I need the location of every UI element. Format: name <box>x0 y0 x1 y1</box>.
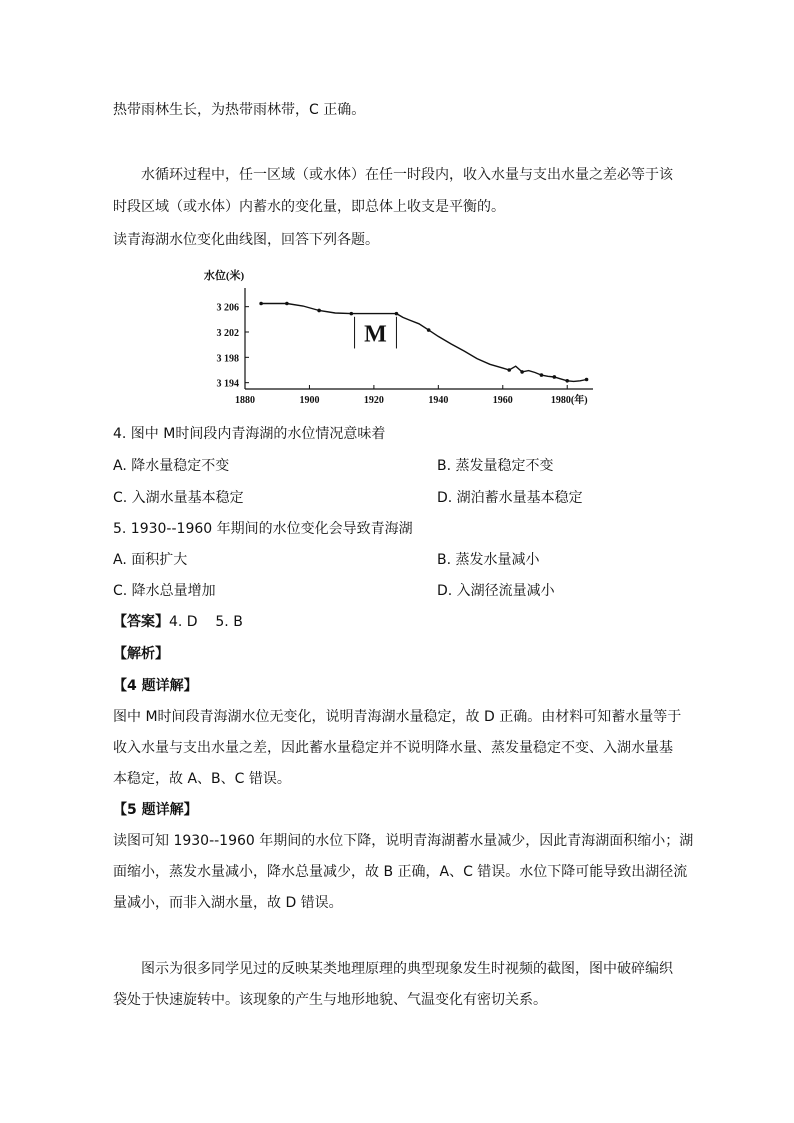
q5-option-d: D. 入湖径流量减小 <box>437 583 555 599</box>
y-tick-label: 3 194 <box>216 378 239 390</box>
q5-stem: 5. 1930--1960 年期间的水位变化会导致青海湖 <box>113 521 413 537</box>
q5-option-a: A. 面积扩大 <box>113 552 188 568</box>
q4-detail-tag: 【4 题详解】 <box>113 678 198 694</box>
y-tick-label: 3 206 <box>216 302 239 314</box>
q5-detail-2: 面缩小，蒸发水量减小，降水总量减少，故 B 正确，A、C 错误。水位下降可能导致出湖径流 <box>113 864 688 880</box>
q5-detail-tag: 【5 题详解】 <box>113 802 198 818</box>
data-point <box>553 375 557 379</box>
data-point <box>317 309 321 313</box>
data-point <box>540 373 544 377</box>
q4-option-a: A. 降水量稳定不变 <box>113 458 230 474</box>
question-intro: 读青海湖水位变化曲线图，回答下列各题。 <box>113 232 379 248</box>
q4-stem: 4. 图中 M时间段内青海湖的水位情况意味着 <box>113 426 386 442</box>
q4-detail-1: 图中 M时间段青海湖水位无变化，说明青海湖水量稳定，故 D 正确。由材料可知蓄水量等于 <box>113 709 682 725</box>
answer-text: 4. D 5. B <box>169 614 243 630</box>
x-tick-label: 1980(年) <box>550 395 588 406</box>
paragraph-water-cycle-2: 时段区域（或水体）内蓄水的变化量，即总体上收支是平衡的。 <box>113 199 505 215</box>
data-point <box>350 312 354 316</box>
q4-detail-3: 本稳定，故 A、B、C 错误。 <box>113 771 291 787</box>
y-tick-label: 3 202 <box>216 328 239 339</box>
q5-option-c: C. 降水总量增加 <box>113 583 216 599</box>
x-tick-label: 1940 <box>428 395 449 406</box>
data-point <box>520 370 524 374</box>
data-point <box>427 328 431 332</box>
data-point <box>259 302 263 306</box>
data-point <box>507 368 511 372</box>
q4-option-c: C. 入湖水量基本稳定 <box>113 490 244 506</box>
q5-detail-3: 量减小，而非入湖水量，故 D 错误。 <box>113 895 343 911</box>
x-tick-label: 1920 <box>363 395 384 406</box>
q4-option-b: B. 蒸发量稳定不变 <box>437 458 554 474</box>
x-tick-label: 1960 <box>492 395 513 406</box>
x-tick-label: 1880 <box>235 395 255 406</box>
y-axis-label: 水位(米) <box>203 270 245 282</box>
next-paragraph-1: 图示为很多同学见过的反映某类地理原理的典型现象发生时视频的截图，图中破碎编织 <box>141 961 673 977</box>
answer-tag: 【答案】 <box>113 614 169 630</box>
next-paragraph-2: 袋处于快速旋转中。该现象的产生与地形地貌、气温变化有密切关系。 <box>113 992 547 1008</box>
data-point <box>585 378 589 382</box>
q5-detail-1: 读图可知 1930--1960 年期间的水位下降，说明青海湖蓄水量减少，因此青海湖面积缩小；湖 <box>113 833 694 849</box>
m-annotation: M <box>364 321 387 348</box>
line-rainforest: 热带雨林生长，为热带雨林带，C 正确。 <box>113 102 366 118</box>
data-point <box>395 312 399 316</box>
q4-detail-2: 收入水量与支出水量之差，因此蓄水量稳定并不说明降水量、蒸发量稳定不变、入湖水量基 <box>113 740 673 756</box>
x-tick-label: 1900 <box>299 395 320 406</box>
q4-option-d: D. 湖泊蓄水量基本稳定 <box>437 490 583 506</box>
water-level-line <box>261 304 586 382</box>
analysis-tag: 【解析】 <box>113 646 169 662</box>
q5-option-b: B. 蒸发水量减小 <box>437 552 540 568</box>
data-point <box>565 379 569 383</box>
y-tick-label: 3 198 <box>216 353 239 365</box>
data-point <box>285 302 289 306</box>
water-level-chart <box>200 262 620 410</box>
answer-line <box>113 613 243 631</box>
paragraph-water-cycle-1: 水循环过程中，任一区域（或水体）在任一时段内，收入水量与支出水量之差必等于该 <box>141 167 673 183</box>
